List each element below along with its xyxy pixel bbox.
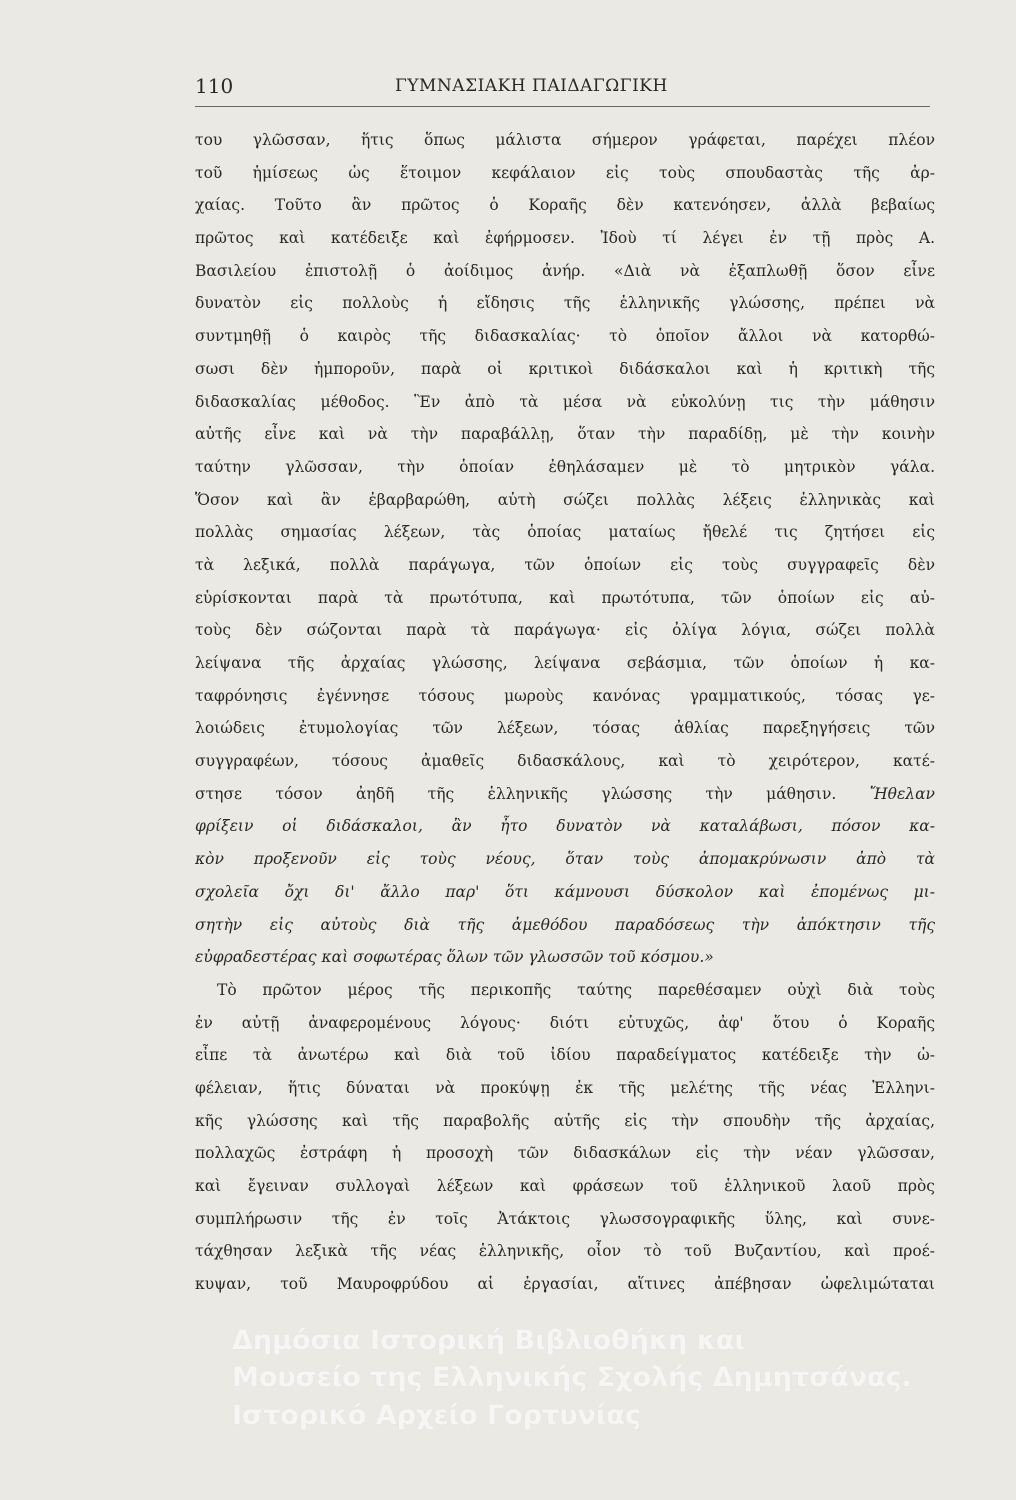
italic-text-line: [195, 843, 935, 876]
text-line: διδασκαλίας μέθοδος. Ἓν ἀπὸ τὰ μέσα νὰ εὐκολύνῃ τις τὴν μάθησιν: [195, 392, 935, 411]
page-number: 110: [195, 74, 234, 98]
text-line: τοὺς δὲν σώζονται παρὰ τὰ παράγωγα· εἰς ὀλίγα λόγια, σώζει πολλὰ: [195, 621, 935, 640]
text-line: ταφρόνησις ἐγέννησε τόσους μωροὺς κανόνας γραμματικούς, τόσας γε-: [195, 686, 935, 705]
text-line: Τὸ πρῶτον μέρος τῆς περικοπῆς ταύτης παρεθέσαμεν οὐχὶ διὰ τοὺς: [217, 980, 935, 999]
text-span: στησε τόσον ἀηδῆ τῆς ἑλληνικῆς γλώσσης τὴν μάθησιν.: [195, 784, 837, 803]
text-line: πρῶτος καὶ κατέδειξε καὶ ἐφήρμοσεν. Ἰδοὺ τί λέγει ἐν τῇ πρὸς Α.: [195, 229, 935, 248]
italic-text-line: [195, 941, 935, 974]
text-line: τοῦ ἡμίσεως ὡς ἕτοιμον κεφάλαιον εἰς τοὺς σπουδαστὰς τῆς ἀρ-: [195, 163, 935, 182]
text-line: τάχθησαν λεξικὰ τῆς νέας ἑλληνικῆς, οἷον τὸ τοῦ Βυζαντίου, καὶ προέ-: [195, 1242, 935, 1261]
text-line: συγγραφέων, τόσους ἀμαθεῖς διδασκάλους, καὶ τὸ χειρότερον, κατέ-: [195, 752, 935, 771]
text-line: λοιώδεις ἐτυμολογίας τῶν λέξεων, τόσας ἀθλίας παρεξηγήσεις τῶν: [195, 719, 935, 738]
italic-text-line: [195, 876, 935, 909]
text-line: καὶ ἔγειναν συλλογαὶ λέξεων καὶ φράσεων τοῦ ἑλληνικοῦ λαοῦ πρὸς: [195, 1177, 935, 1195]
text-line: του γλῶσσαν, ἥτις ὅπως μάλιστα σήμερον γράφεται, παρέχει πλέον: [195, 131, 935, 149]
body-text: [195, 124, 935, 1301]
italic-span: εὐφραδεστέρας καὶ σοφωτέρας ὅλων τῶν γλωσσῶν τοῦ κόσμου.»: [195, 948, 714, 967]
italic-span: φρίξειν οἱ διδάσκαλοι, ἂν ἦτο δυνατὸν νὰ καταλάβωσι, πόσον κα-: [195, 817, 935, 836]
watermark-line: Μουσείο της Ελληνικής Σχολής Δημητσάνας.: [232, 1362, 912, 1393]
text-line: Ὅσον καὶ ἂν ἐβαρβαρώθη, αὐτὴ σώζει πολλὰς λέξεις ἑλληνικὰς καὶ: [195, 490, 935, 509]
text-line: δυνατὸν εἰς πολλοὺς ἡ εἴδησις τῆς ἑλληνικῆς γλώσσης, πρέπει νὰ: [195, 294, 935, 313]
text-line: πολλαχῶς ἐστράφη ἡ προσοχὴ τῶν διδασκάλων εἰς τὴν νέαν γλῶσσαν,: [195, 1144, 935, 1163]
text-line: ταύτην γλῶσσαν, τὴν ὁποίαν ἐθηλάσαμεν μὲ τὸ μητρικὸν γάλα.: [195, 457, 935, 476]
italic-span: σχολεῖα ὄχι δι' ἄλλο παρ' ὅτι κάμνουσι δύσκολον καὶ ἐπομένως μι-: [195, 882, 935, 901]
italic-span: Ἤθελαν: [869, 784, 935, 803]
watermark-line: Ιστορικό Αρχείο Γορτυνίας: [232, 1400, 641, 1431]
text-line: εὑρίσκονται παρὰ τὰ πρωτότυπα, καὶ πρωτότυπα, τῶν ὁποίων εἰς αὐ-: [195, 588, 935, 607]
italic-text-line: [195, 909, 935, 942]
text-line: Βασιλείου ἐπιστολῇ ὁ ἀοίδιμος ἀνήρ. «Διὰ νὰ ἐξαπλωθῇ ὅσον εἶνε: [195, 261, 935, 280]
text-line-mixed: [195, 778, 935, 811]
running-title: ΓΥΜΝΑΣΙΑΚΗ ΠΑΙΔΑΓΩΓΙΚΗ: [395, 76, 668, 96]
italic-span: σητὴν εἰς αὐτοὺς διὰ τῆς ἀμεθόδου παραδόσεως τὴν ἀπόκτησιν τῆς: [195, 915, 935, 934]
text-line: τὰ λεξικά, πολλὰ παράγωγα, τῶν ὁποίων εἰς τοὺς συγγραφεῖς δὲν: [195, 555, 935, 574]
text-line: αὐτῆς εἶνε καὶ νὰ τὴν παραβάλλῃ, ὅταν τὴν παραδίδῃ, μὲ τὴν κοινὴν: [195, 425, 935, 444]
text-line: φέλειαν, ἥτις δύναται νὰ προκύψῃ ἐκ τῆς μελέτης τῆς νέας Ἑλληνι-: [195, 1078, 935, 1097]
text-line: κυψαν, τοῦ Μαυροφρύδου αἱ ἐργασίαι, αἵτινες ἀπέβησαν ὠφελιμώταται: [195, 1275, 935, 1294]
text-line: ἐν αὐτῇ ἀναφερομένους λόγους· διότι εὐτυχῶς, ἀφ' ὅτου ὁ Κοραῆς: [195, 1013, 935, 1032]
text-line: συντμηθῇ ὁ καιρὸς τῆς διδασκαλίας· τὸ ὁποῖον ἄλλοι νὰ κατορθώ-: [195, 327, 935, 346]
text-line: κῆς γλώσσης καὶ τῆς παραβολῆς αὐτῆς εἰς τὴν σπουδὴν τῆς ἀρχαίας,: [195, 1111, 935, 1130]
watermark-line: Δημόσια Ιστορική Βιβλιοθήκη και: [232, 1325, 745, 1356]
text-line: χαίας. Τοῦτο ἂν πρῶτος ὁ Κοραῆς δὲν κατενόησεν, ἀλλὰ βεβαίως: [195, 196, 935, 215]
text-line: λείψανα τῆς ἀρχαίας γλώσσης, λείψανα σεβάσμια, τῶν ὁποίων ἡ κα-: [195, 654, 935, 672]
italic-span: κὸν προξενοῦν εἰς τοὺς νέους, ὅταν τοὺς ἀπομακρύνωσιν ἀπὸ τὰ: [195, 850, 935, 869]
text-line: εἶπε τὰ ἀνωτέρω καὶ διὰ τοῦ ἰδίου παραδείγματος κατέδειξε τὴν ὠ-: [195, 1046, 935, 1065]
text-line: σωσι δὲν ἠμποροῦν, παρὰ οἱ κριτικοὶ διδάσκαλοι καὶ ἡ κριτικὴ τῆς: [195, 359, 935, 378]
italic-text-line: [195, 810, 935, 843]
text-line: πολλὰς σημασίας λέξεων, τὰς ὁποίας ματαίως ἤθελέ τις ζητήσει εἰς: [195, 523, 935, 542]
text-line: συμπλήρωσιν τῆς ἐν τοῖς Ἀτάκτοις γλωσσογραφικῆς ὕλης, καὶ συνε-: [195, 1209, 935, 1228]
page-header: [195, 70, 930, 107]
